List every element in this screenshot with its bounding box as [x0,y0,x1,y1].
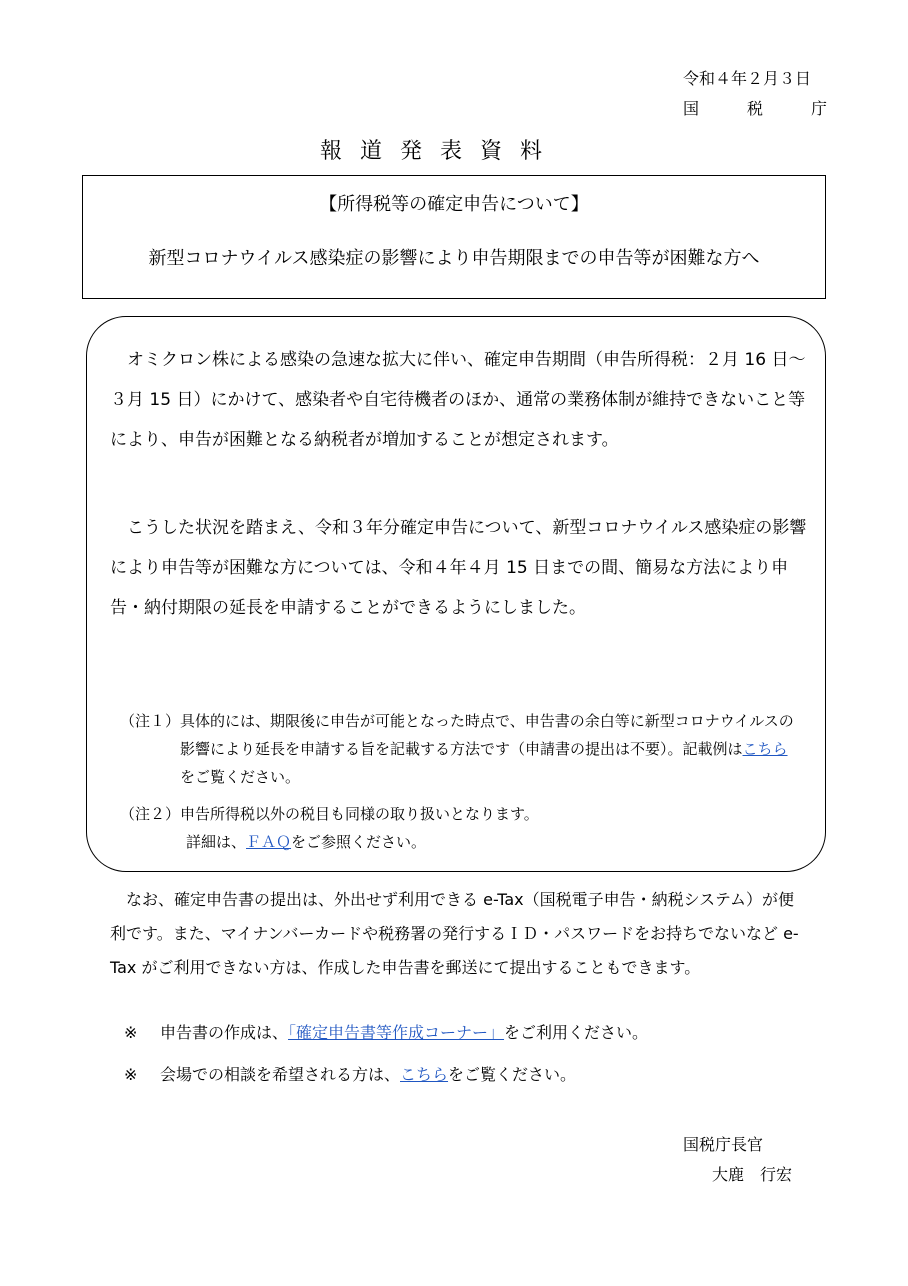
bullet-text: をご覧ください。 [448,1065,577,1084]
indent [110,890,126,909]
signature-name: 大鹿 行宏 [712,1165,793,1184]
bullet-text: をご利用ください。 [504,1023,649,1042]
body-paragraph-1 [110,340,810,460]
note-label: （注１） [120,712,181,730]
agency-name [683,96,827,119]
indent [110,350,127,370]
note-text: 具体的には、期限後に申告が可能となった時点で、申告書の余白等に新型コロナウイルスの影響により延長を申請する旨を記載する方法です（申請書の提出は不要）。記載例は [180,712,794,758]
bullet-text: 会場での相談を希望される方は、 [160,1065,401,1084]
agency-char: 国 [683,99,700,118]
paragraph-text: なお、確定申告書の提出は、外出せず利用できる e-Tax（国税電子申告・納税システム）が便利です。また、マイナンバーカードや税務署の発行するＩＤ・パスワードをお持ちでないなど e-Tax がご利用できない方は、作成した申告書を郵送にて提出することもできます。 [110,890,799,977]
note-text: 詳細は、 [186,833,247,851]
example-link[interactable]: こちら [742,740,788,758]
faq-link[interactable]: ＦＡＱ [246,833,292,851]
note-text: をご参照ください。 [291,833,427,851]
agency-char: 税 [746,99,763,118]
note-line [186,828,426,856]
subtitle: 【所得税等の確定申告について】 [319,194,589,215]
paragraph-text: こうした状況を踏まえ、令和３年分確定申告について、新型コロナウイルス感染症の影響により申告等が困難な方については、令和４年４月 15 日までの間、簡易な方法により申告・納付期限の延長を申請することができるようにしました。 [110,518,807,618]
reference-mark: ※ [124,1023,138,1042]
note-body: 申告所得税以外の税目も同様の取り扱いとなります。 [180,805,539,823]
creation-corner-link[interactable]: 「確定申告書等作成コーナー」 [288,1023,505,1042]
document-title: 報道発表資料 [320,139,561,164]
headline: 新型コロナウイルス感染症の影響により申告期限までの申告等が困難な方へ [148,248,760,269]
bullet-text: 申告書の作成は、 [160,1023,289,1042]
reference-mark: ※ [124,1065,138,1084]
paragraph-text: オミクロン株による感染の急速な拡大に伴い、確定申告期間（申告所得税：２月 16 日～３月 15 日）にかけて、感染者や自宅待機者のほか、通常の業務体制が維持できないこと等により、申告が困難となる納税者が増加することが想定されます。 [110,350,806,450]
release-date: 令和４年２月３日 [683,69,812,88]
note-text: をご覧ください。 [180,768,301,786]
agency-char: 庁 [810,99,827,118]
title-box [82,175,826,299]
etax-paragraph [110,883,810,985]
consultation-link[interactable]: こちら [400,1065,449,1084]
note-label: （注２） [120,805,181,823]
note-body [180,707,800,791]
body-paragraph-2 [110,508,810,628]
bullet-item [124,1062,576,1085]
indent [110,518,127,538]
bullet-item [124,1020,648,1043]
signature-organization: 国税庁長官 [683,1135,764,1154]
